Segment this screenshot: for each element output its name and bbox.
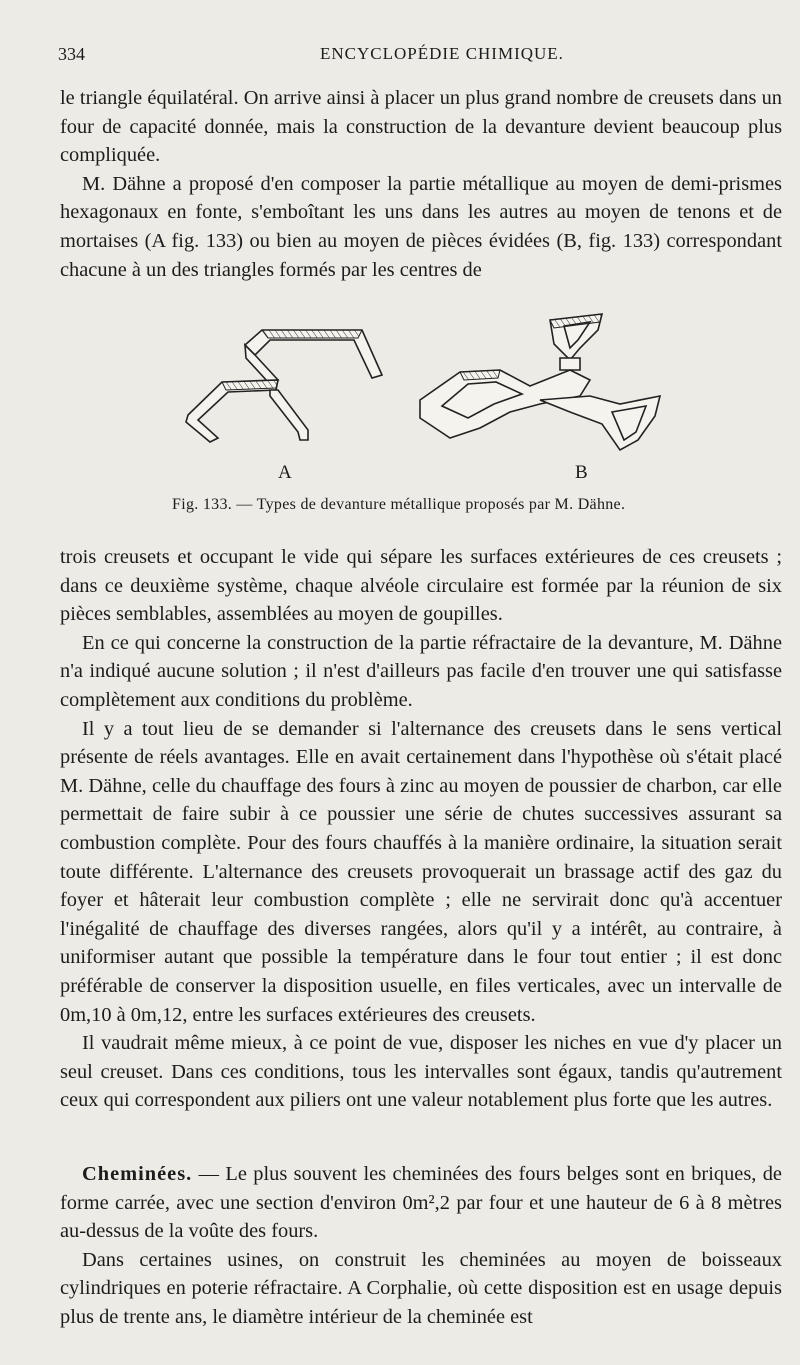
figure-133 bbox=[150, 300, 690, 530]
text-block-top bbox=[60, 84, 782, 284]
type-a-drawing bbox=[186, 330, 382, 442]
paragraph: Dans certaines usines, on construit les cheminées au moyen de boisseaux cylindriques en poterie réfractaire. A Corphalie, où cette disposition est en usage depuis plus de trente ans, le diamètre intérieur de la cheminée est bbox=[60, 1248, 782, 1328]
figure-label-a: A bbox=[278, 462, 292, 483]
text-block-middle bbox=[60, 543, 782, 1115]
paragraph: Il vaudrait même mieux, à ce point de vue, disposer les niches en vue d'y placer un seul creuset. Dans ces conditions, tous les intervalles sont égaux, tandis qu'autrement ceux qui correspondent aux piliers ont une valeur notablement plus forte que les autres. bbox=[60, 1032, 782, 1112]
text-block-bottom bbox=[60, 1160, 782, 1332]
paragraph-text: — Le plus souvent les cheminées des fours belges sont en briques, de forme carrée, avec une section d'environ 0m²,2 par four et une hauteur de 6 à 8 mètres au-dessus de la voûte des fours. bbox=[60, 1163, 782, 1243]
paragraph bbox=[60, 1160, 782, 1246]
page-header bbox=[58, 44, 780, 70]
paragraph: Il y a tout lieu de se demander si l'alternance des creusets dans le sens vertical présente de réels avantages. Elle en avait certainement dans l'hypothèse où s'était placé M. Dähne, celle du chauffage des fours à zinc au moyen de poussier de charbon, car elle permettait de faire subir à ce poussier une série de chutes successives assurant sa combustion complète. Pour des fours chauffés à la manière ordinaire, la situation serait toute différente. L'alternance des creusets provoquerait un brassage actif des gaz du foyer et hâterait leur combustion complète ; elle ne servirait donc qu'à accentuer l'inégalité de chauffage des diverses rangées, alors qu'il y a intérêt, au contraire, à uniformiser autant que possible la température dans le four tout entier ; il est donc préférable de conserver la disposition usuelle, en files verticales, avec un intervalle de 0m,10 à 0m,12, entre les surfaces extérieures des creusets. bbox=[60, 717, 782, 1026]
type-b-drawing bbox=[420, 314, 660, 450]
running-head: ENCYCLOPÉDIE CHIMIQUE. bbox=[320, 44, 564, 63]
figure-caption: Fig. 133. — Types de devanture métallique proposés par M. Dähne. bbox=[172, 496, 626, 513]
devanture-diagram bbox=[150, 300, 690, 460]
paragraph: En ce qui concerne la construction de la partie réfractaire de la devanture, M. Dähne n'a indiqué aucune solution ; il n'est d'ailleurs pas facile d'en trouver une qui satisfasse complètement aux conditions du problème. bbox=[60, 631, 782, 711]
figure-label-b: B bbox=[575, 462, 588, 483]
paragraph: le triangle équilatéral. On arrive ainsi à placer un plus grand nombre de creusets dans un four de capacité donnée, mais la construction de la devanture devient beaucoup plus compliquée. bbox=[60, 87, 782, 167]
section-title-cheminees: Cheminées. bbox=[82, 1163, 193, 1185]
paragraph: trois creusets et occupant le vide qui sépare les surfaces extérieures de ces creusets ; dans ce deuxième système, chaque alvéole circulaire est formée par la réunion de six pièces semblables, assemblées au moyen de goupilles. bbox=[60, 546, 782, 626]
page-number: 334 bbox=[58, 44, 85, 64]
paragraph: M. Dähne a proposé d'en composer la partie métallique au moyen de demi-prismes hexagonaux en fonte, s'emboîtant les uns dans les autres au moyen de tenons et de mortaises (A fig. 133) ou bien au moyen de pièces évidées (B, fig. 133) correspondant chacune à un des triangles formés par les centres de bbox=[60, 172, 782, 281]
